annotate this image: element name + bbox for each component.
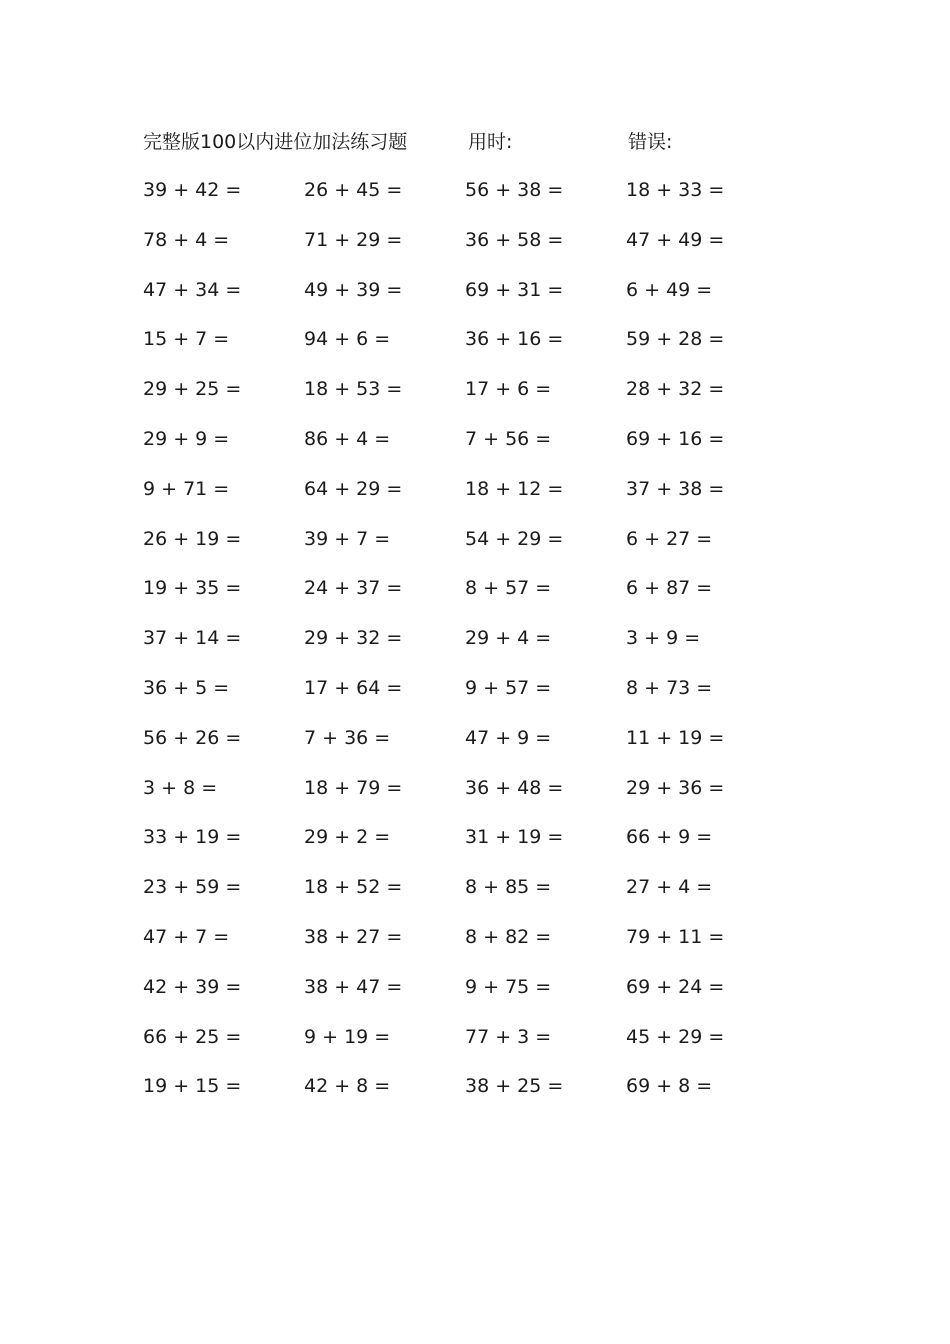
error-label: 错误: [628,131,673,153]
problem-grid [143,176,783,1122]
math-problem: 27 + 4 = [626,876,713,899]
math-problem: 69 + 24 = [626,975,725,998]
math-problem: 37 + 14 = [143,627,242,650]
math-problem: 6 + 49 = [626,278,713,301]
math-problem: 56 + 38 = [465,179,564,201]
math-problem: 77 + 3 = [465,1025,552,1048]
math-problem: 29 + 25 = [143,378,242,401]
math-problem: 9 + 71 = [143,477,230,500]
math-problem: 37 + 38 = [626,477,725,500]
math-problem: 39 + 7 = [304,527,391,550]
math-problem: 8 + 82 = [465,925,552,948]
math-problem: 7 + 36 = [304,726,391,749]
math-problem: 86 + 4 = [304,427,391,450]
math-problem: 19 + 35 = [143,577,242,600]
math-problem: 11 + 19 = [626,726,725,749]
math-problem: 42 + 8 = [304,1075,391,1098]
math-problem: 9 + 75 = [465,975,552,998]
math-problem: 18 + 53 = [304,378,403,401]
math-problem: 29 + 2 = [304,826,391,849]
math-problem: 38 + 27 = [304,925,403,948]
math-problem: 36 + 16 = [465,328,564,351]
math-problem: 71 + 29 = [304,228,403,251]
math-problem: 42 + 39 = [143,975,242,998]
math-problem: 19 + 15 = [143,1075,242,1098]
math-problem: 18 + 12 = [465,477,564,500]
math-problem: 39 + 42 = [143,179,242,201]
math-problem: 47 + 7 = [143,925,230,948]
math-problem: 47 + 9 = [465,726,552,749]
math-problem: 18 + 33 = [626,179,725,201]
math-problem: 64 + 29 = [304,477,403,500]
math-problem: 23 + 59 = [143,876,242,899]
math-problem: 45 + 29 = [626,1025,725,1048]
math-problem: 8 + 73 = [626,676,713,699]
math-problem: 9 + 19 = [304,1025,391,1048]
math-problem: 7 + 56 = [465,427,552,450]
math-problem: 6 + 87 = [626,577,713,600]
math-problem: 69 + 8 = [626,1075,713,1098]
math-problem: 26 + 19 = [143,527,242,550]
math-problem: 31 + 19 = [465,826,564,849]
math-problem: 36 + 48 = [465,776,564,799]
math-problem: 29 + 32 = [304,627,403,650]
math-problem: 17 + 64 = [304,676,403,699]
math-problem: 79 + 11 = [626,925,725,948]
time-label: 用时: [468,131,513,153]
worksheet-title: 完整版100以内进位加法练习题 [143,131,408,153]
math-problem: 8 + 57 = [465,577,552,600]
math-problem: 3 + 8 = [143,776,218,799]
math-problem: 9 + 57 = [465,676,552,699]
math-problem: 36 + 58 = [465,228,564,251]
math-problem: 49 + 39 = [304,278,403,301]
math-problem: 18 + 52 = [304,876,403,899]
math-problem: 29 + 36 = [626,776,725,799]
math-problem: 69 + 31 = [465,278,564,301]
math-problem: 78 + 4 = [143,228,230,251]
math-problem: 6 + 27 = [626,527,713,550]
math-problem: 15 + 7 = [143,328,230,351]
math-problem: 29 + 4 = [465,627,552,650]
math-problem: 54 + 29 = [465,527,564,550]
math-problem: 47 + 34 = [143,278,242,301]
math-problem: 69 + 16 = [626,427,725,450]
math-problem: 66 + 25 = [143,1025,242,1048]
worksheet-header [143,128,763,158]
math-problem: 38 + 25 = [465,1075,564,1098]
math-problem: 47 + 49 = [626,228,725,251]
math-problem: 24 + 37 = [304,577,403,600]
math-problem: 33 + 19 = [143,826,242,849]
math-problem: 17 + 6 = [465,378,552,401]
math-problem: 28 + 32 = [626,378,725,401]
math-problem: 18 + 79 = [304,776,403,799]
math-problem: 66 + 9 = [626,826,713,849]
math-problem: 38 + 47 = [304,975,403,998]
math-problem: 59 + 28 = [626,328,725,351]
math-problem: 3 + 9 = [626,627,701,650]
math-problem: 94 + 6 = [304,328,391,351]
math-problem: 56 + 26 = [143,726,242,749]
math-problem: 29 + 9 = [143,427,230,450]
math-problem: 8 + 85 = [465,876,552,899]
math-problem: 26 + 45 = [304,179,403,201]
math-problem: 36 + 5 = [143,676,230,699]
